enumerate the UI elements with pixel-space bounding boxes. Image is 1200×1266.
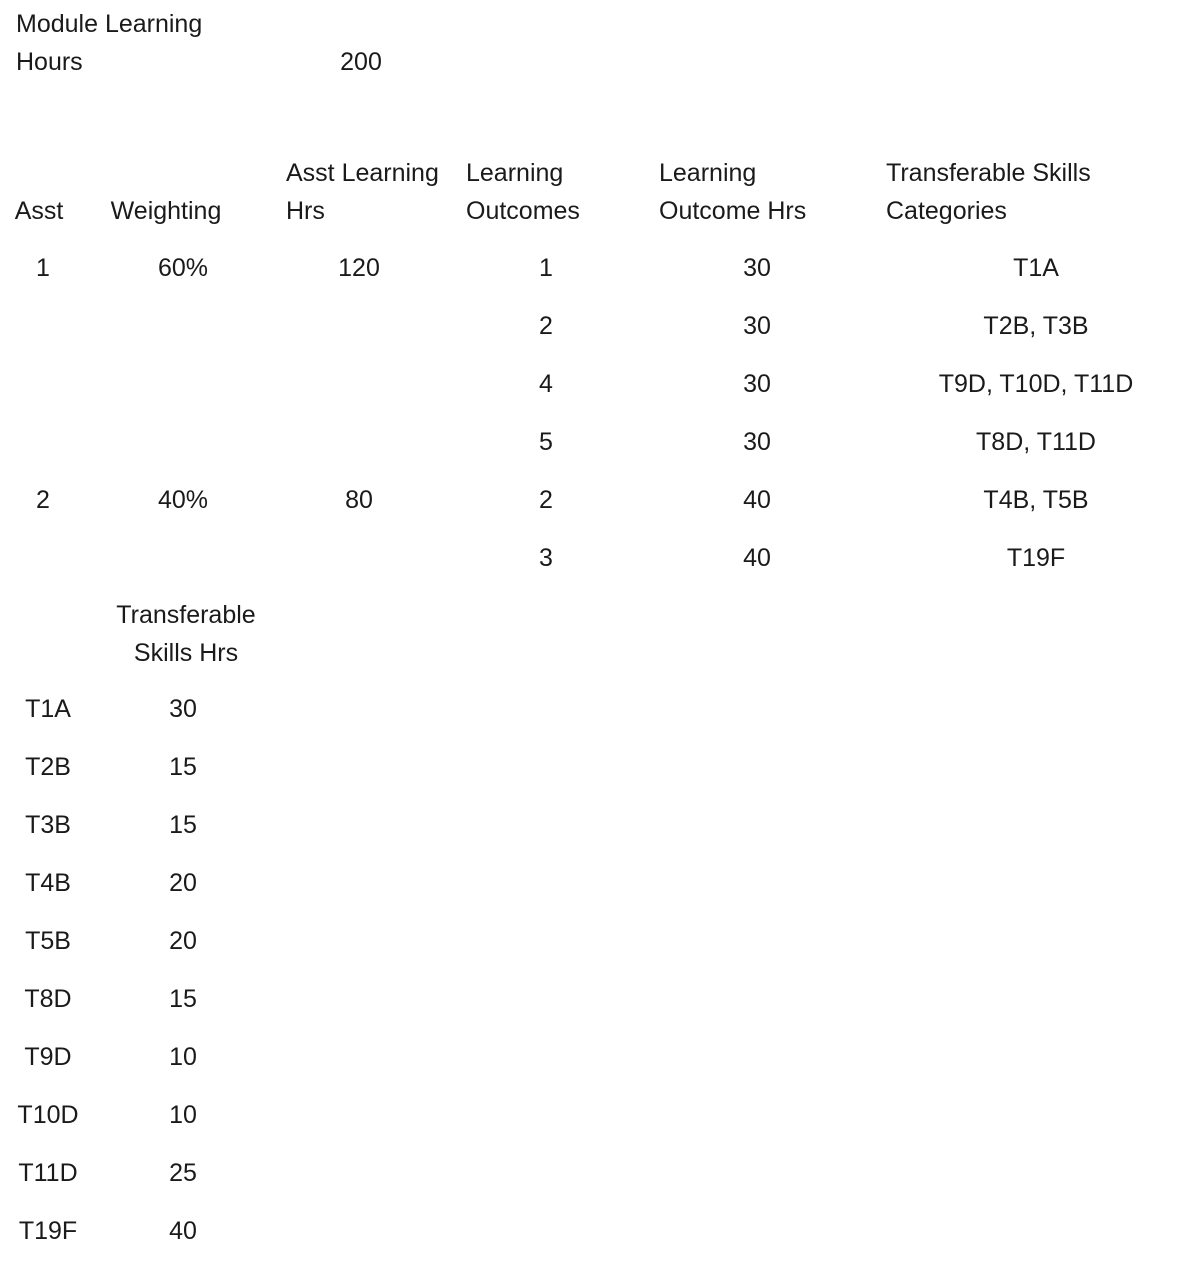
cell-weighting: 40% bbox=[157, 486, 209, 514]
cell-skill-code: T4B bbox=[25, 869, 71, 897]
column-header-learning-outcomes: Learning Outcomes bbox=[466, 159, 580, 225]
cell-skill-hours: 25 bbox=[169, 1159, 197, 1187]
cell-skill-hours: 30 bbox=[169, 695, 197, 723]
cell-skill-code: T8D bbox=[24, 985, 72, 1013]
cell-learning-outcome: 5 bbox=[539, 428, 553, 456]
cell-skill-code: T1A bbox=[25, 695, 71, 723]
cell-asst: 1 bbox=[36, 254, 50, 282]
cell-skill-code: T11D bbox=[18, 1159, 78, 1187]
cell-learning-outcome-hrs: 30 bbox=[743, 254, 771, 282]
cell-skill-code: T10D bbox=[17, 1101, 79, 1129]
cell-learning-outcome: 4 bbox=[539, 370, 553, 398]
column-header-asst-learning-hrs: Asst Learning Hrs bbox=[286, 159, 439, 225]
cell-skill-hours: 20 bbox=[169, 927, 197, 955]
cell-skill-code: T9D bbox=[24, 1043, 72, 1071]
cell-skill-code: T3B bbox=[25, 811, 71, 839]
cell-asst-learning-hrs: 120 bbox=[338, 254, 380, 282]
module-learning-hours-value: 200 bbox=[340, 48, 382, 76]
cell-learning-outcome-hrs: 30 bbox=[743, 370, 771, 398]
cell-transferable-skills-categories: T1A bbox=[1013, 254, 1059, 282]
cell-learning-outcome-hrs: 30 bbox=[743, 312, 771, 340]
cell-skill-hours: 15 bbox=[169, 985, 197, 1013]
cell-learning-outcome-hrs: 40 bbox=[743, 486, 771, 514]
column-header-transferable-skills-categories: Transferable Skills Categories bbox=[886, 159, 1091, 225]
cell-transferable-skills-categories: T2B, T3B bbox=[983, 312, 1089, 340]
cell-skill-code: T19F bbox=[18, 1217, 78, 1245]
cell-learning-outcome-hrs: 30 bbox=[743, 428, 771, 456]
cell-transferable-skills-categories: T8D, T11D bbox=[976, 428, 1096, 456]
module-learning-hours-label: Module Learning Hours bbox=[16, 10, 203, 76]
cell-learning-outcome: 2 bbox=[539, 486, 553, 514]
cell-learning-outcome: 1 bbox=[539, 254, 553, 282]
cell-weighting: 60% bbox=[157, 254, 209, 282]
cell-skill-hours: 20 bbox=[169, 869, 197, 897]
cell-transferable-skills-categories: T4B, T5B bbox=[983, 486, 1089, 514]
cell-skill-code: T5B bbox=[25, 927, 71, 955]
cell-learning-outcome-hrs: 40 bbox=[743, 544, 771, 572]
cell-skill-hours: 15 bbox=[169, 753, 197, 781]
cell-skill-hours: 10 bbox=[169, 1043, 197, 1071]
cell-learning-outcome: 3 bbox=[539, 544, 553, 572]
cell-skill-hours: 15 bbox=[169, 811, 197, 839]
column-header-asst: Asst bbox=[14, 197, 64, 225]
cell-transferable-skills-categories: T9D, T10D, T11D bbox=[938, 370, 1134, 398]
cell-skill-hours: 40 bbox=[169, 1217, 197, 1245]
cell-asst: 2 bbox=[36, 486, 50, 514]
column-header-learning-outcome-hrs: Learning Outcome Hrs bbox=[659, 159, 807, 225]
column-header-transferable-skills-hrs: Transferable Skills Hrs bbox=[116, 601, 256, 667]
cell-skill-code: T2B bbox=[25, 753, 71, 781]
cell-transferable-skills-categories: T19F bbox=[1006, 544, 1066, 572]
column-header-weighting: Weighting bbox=[110, 197, 222, 225]
cell-skill-hours: 10 bbox=[169, 1101, 197, 1129]
cell-asst-learning-hrs: 80 bbox=[345, 486, 373, 514]
cell-learning-outcome: 2 bbox=[539, 312, 553, 340]
